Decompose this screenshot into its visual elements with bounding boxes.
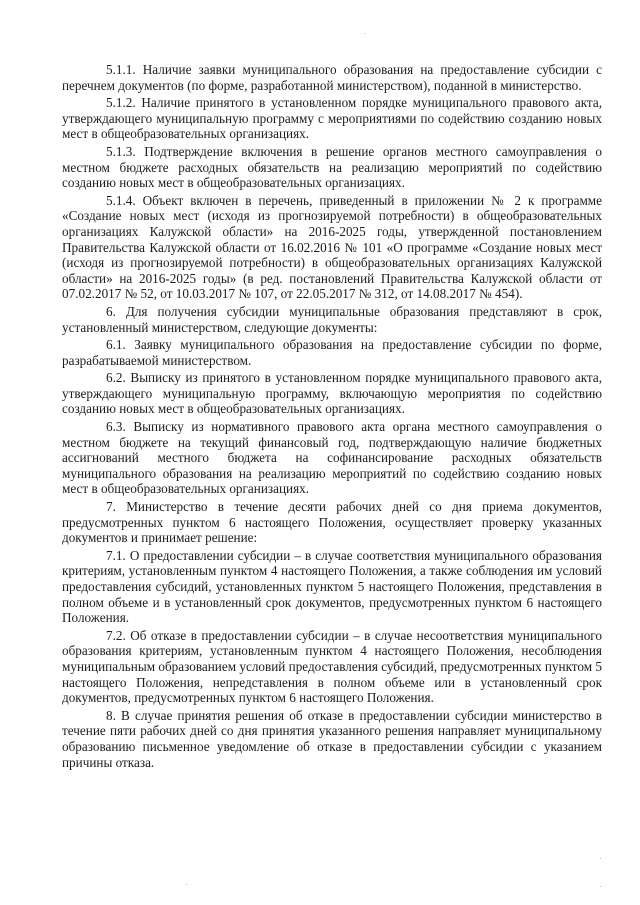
paragraph-7-1: 7.1. О предоставлении субсидии – в случае соответствия муниципального образования критериям, установленным пунктом 4 настоящего Положения, а также соблюдения им условий предоставления субсидий, установленных пунктом 5 настоящего Положения, представления в полном объеме и в установленный срок документов, предусмотренных пунктом 6 настоящего Положения. [62,547,602,626]
paragraph-7: 7. Министерство в течение десяти рабочих дней со дня приема документов, предусмотренных пунктом 6 настоящего Положения, осуществляет проверку указанных документов и принимает решение: [62,499,602,546]
paragraph-8: 8. В случае принятия решения об отказе в предоставлении субсидии министерство в течение пяти рабочих дней со дня принятия указанного решения направляет муниципальному образованию письменное уведомление об отказе в предоставлении субсидии с указанием причины отказа. [62,707,602,770]
scan-speck [364,33,365,34]
paragraph-6: 6. Для получения субсидии муниципальные образования представляют в срок, установленный министерством, следующие документы: [62,303,602,335]
scan-speck [600,858,601,859]
paragraph-5-1-3: 5.1.3. Подтверждение включения в решение органов местного самоуправления о местном бюджете расходных обязательств на реализацию мероприятий по содействию созданию новых мест в общеобразовательных организациях. [62,143,602,191]
paragraph-5-1-4: 5.1.4. Объект включен в перечень, приведенный в приложении № 2 к программе «Создание новых мест (исходя из прогнозируемой потребности) в общеобразовательных организациях Калужской области» на 2016-2025 годы, утвержденной постановлением Правительства Калужской области от 16.02.2016 № 101 «О программе «Создание новых мест (исходя из прогнозируемой потребности) в общеобразовательных организациях Калужской области» на 2016-2025 годы» (в ред. постановлений Правительства Калужской области от 07.02.2017 № 52, от 10.03.2017 № 107, от 22.05.2017 № 312, от 14.08.2017 № 454). [62,192,602,302]
paragraph-6-3: 6.3. Выписку из нормативного правового акта органа местного самоуправления о местном бюджете на текущий финансовый год, подтверждающую наличие бюджетных ассигнований местного бюджета на софинансирование расходных обязательств муниципального образования на реализацию мероприятий по содействию созданию новых мест в общеобразовательных организациях. [62,419,602,497]
scan-speck [600,886,601,887]
paragraph-5-1-1: 5.1.1. Наличие заявки муниципального образования на предоставление субсидии с перечнем документов (по форме, разработанной министерством), поданной в министерство. [62,62,602,93]
paragraph-6-2: 6.2. Выписку из принятого в установленном порядке муниципального правового акта, утверждающего муниципальную программу, включающую мероприятия по содействию созданию новых мест в общеобразовательных организациях. [62,370,602,417]
paragraph-5-1-2: 5.1.2. Наличие принятого в установленном порядке муниципального правового акта, утверждающего муниципальную программу с мероприятиями по содействию созданию новых мест в общеобразовательных организациях. [62,95,602,142]
scan-speck [186,884,187,885]
document-page [62,62,602,770]
paragraph-6-1: 6.1. Заявку муниципального образования на предоставление субсидии по форме, разрабатываемой министерством. [62,337,602,368]
paragraph-7-2: 7.2. Об отказе в предоставлении субсидии – в случае несоответствия муниципального образования критериям, установленным пунктом 4 настоящего Положения, несоблюдения муниципальным образованием условий предоставления субсидий, предусмотренных пунктом 5 настоящего Положения, непредставления в полном объеме или в установленный срок документов, предусмотренных пунктом 6 настоящего Положения. [62,627,602,706]
